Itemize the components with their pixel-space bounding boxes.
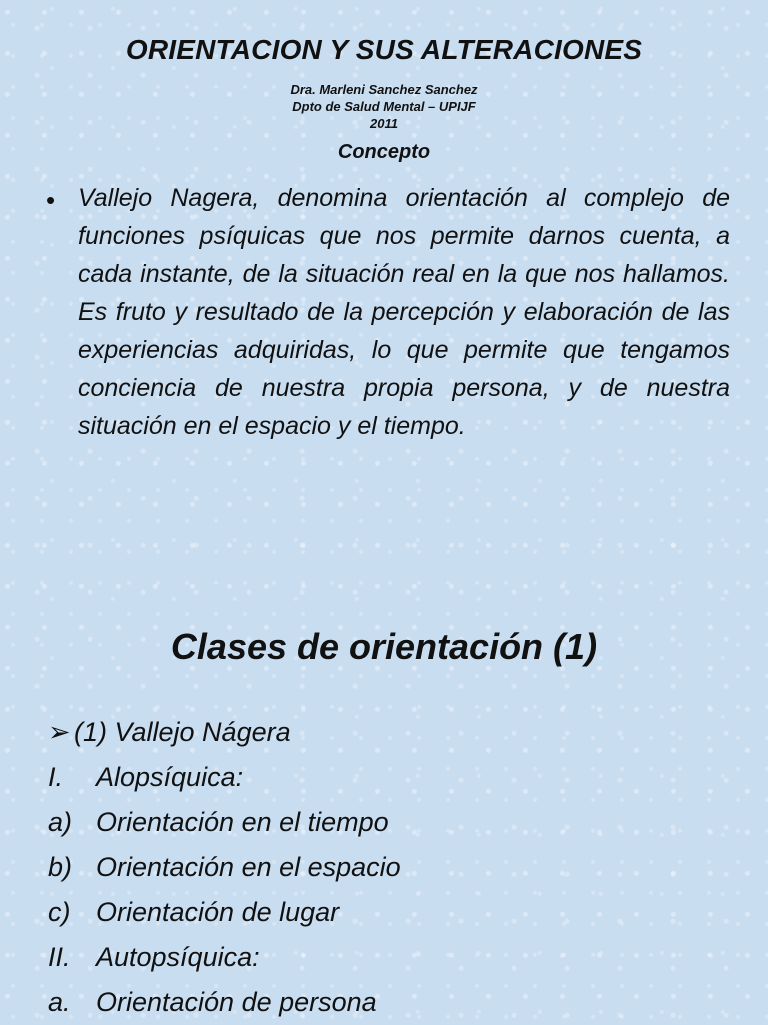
- list-marker: I.: [48, 762, 64, 792]
- list-source-row: [48, 710, 728, 755]
- arrow-bullet-icon: ➢: [48, 717, 71, 747]
- list-item-text: Orientación de lugar: [96, 897, 340, 927]
- list-item-text: Orientación en el espacio: [96, 852, 401, 882]
- list-item-text: Autopsíquica:: [96, 942, 260, 972]
- list-item-text: Orientación en el tiempo: [96, 807, 389, 837]
- list-item: [48, 980, 728, 1025]
- list-item-text: Alopsíquica:: [96, 762, 244, 792]
- slide-clases: [0, 512, 768, 1024]
- slide-concepto: [0, 0, 768, 512]
- list-item-text: Orientación de persona: [96, 987, 377, 1017]
- list-item: [48, 800, 728, 845]
- concept-paragraph: Vallejo Nagera, denomina orientación al complejo de funciones psíquicas que nos permite darnos cuenta, a cada instante, de la situación real en la que nos hallamos. Es fruto y resultado de la percepción y elaboración de las experiencias adquiridas, lo que permite que tengamos conciencia de nuestra propia persona, y de nuestra situación en el espacio y el tiempo.: [78, 184, 730, 440]
- list-item: [48, 845, 728, 890]
- list-marker: b): [48, 852, 73, 882]
- slide-title: Clases de orientación (1): [170, 626, 598, 667]
- author-name: Dra. Marleni Sanchez Sanchez: [290, 82, 478, 97]
- list-marker: a.: [48, 987, 71, 1017]
- concept-bullet: [40, 179, 730, 445]
- list-item: [48, 890, 728, 935]
- section-subtitle: Concepto: [337, 141, 431, 163]
- list-marker: a): [48, 807, 73, 837]
- year: 2011: [370, 116, 398, 131]
- orientation-list: [48, 710, 728, 1025]
- department: Dpto de Salud Mental – UPIJF: [292, 99, 476, 114]
- slide-title: ORIENTACION Y SUS ALTERACIONES: [125, 34, 643, 65]
- bullet-icon: •: [46, 185, 56, 215]
- list-item: [48, 755, 728, 800]
- list-item: [48, 935, 728, 980]
- list-marker: c): [48, 897, 71, 927]
- source-text: (1) Vallejo Nágera: [74, 717, 291, 747]
- list-marker: II.: [48, 942, 71, 972]
